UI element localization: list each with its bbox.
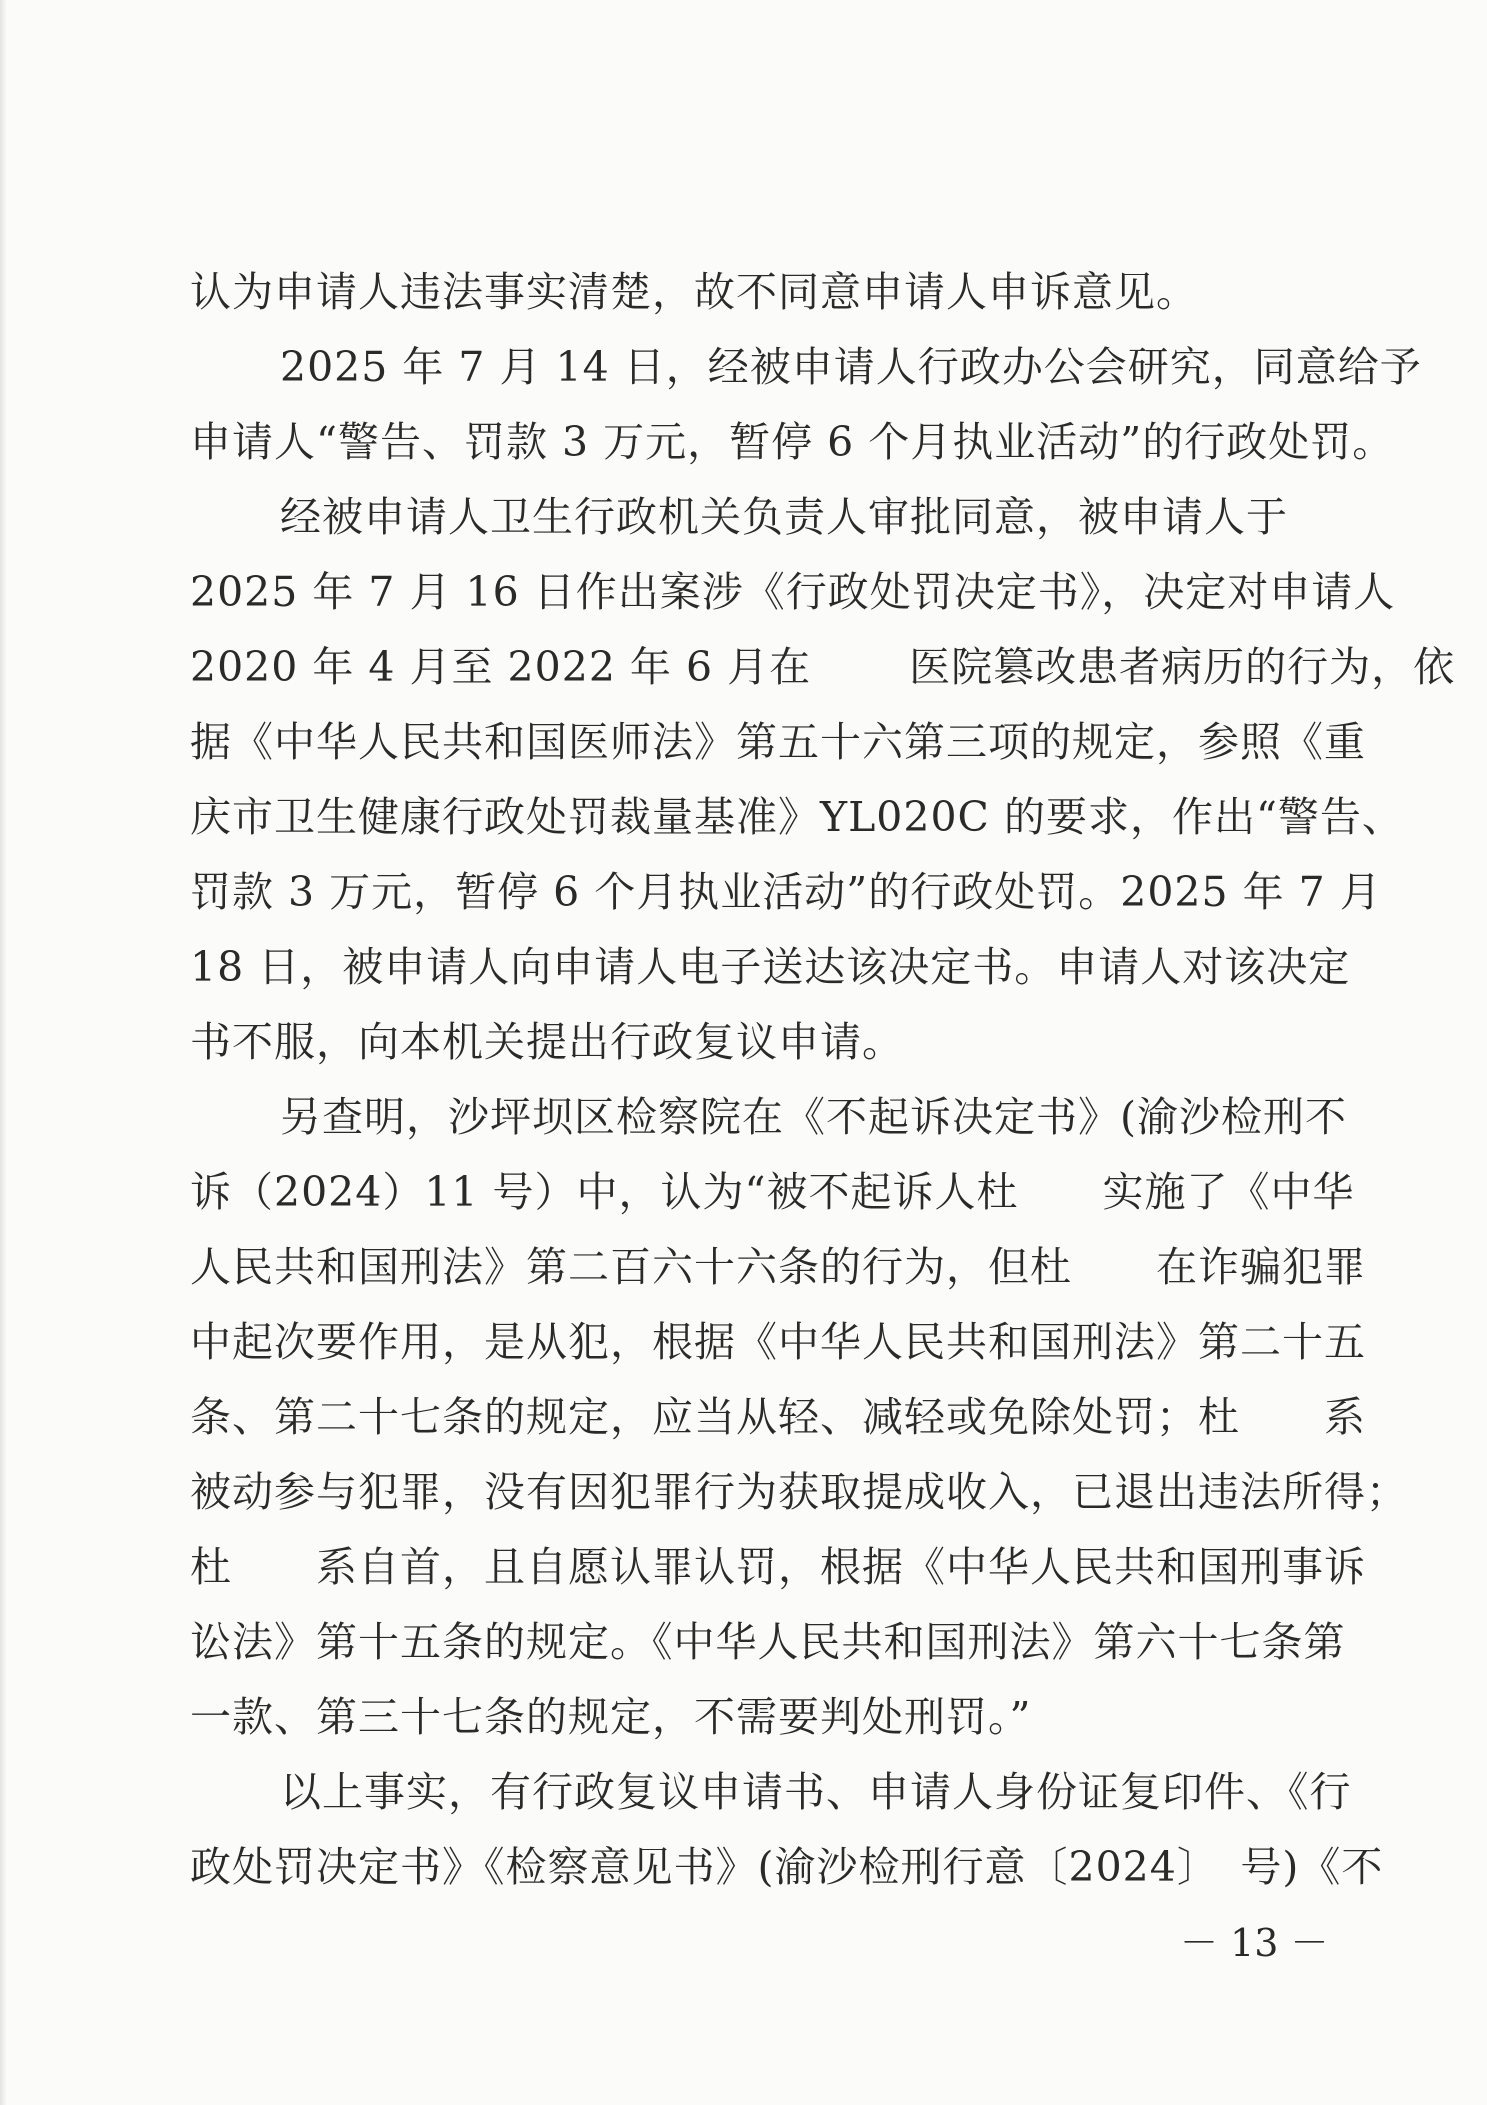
paragraph-line: 被动参与犯罪，没有因犯罪行为获取提成收入，已退出违法所得； <box>190 1468 1408 1516</box>
paragraph-line: 政处罚决定书》《检察意见书》(渝沙检刑行意〔2024〕 号)《不 <box>190 1843 1384 1891</box>
paragraph-line: 诉（2024）11 号）中，认为“被不起诉人杜 实施了《中华 <box>190 1168 1355 1216</box>
paragraph-line: 申请人“警告、罚款 3 万元，暂停 6 个月执业活动”的行政处罚。 <box>190 418 1395 466</box>
paragraph-line: 18 日，被申请人向申请人电子送达该决定书。申请人对该决定 <box>190 943 1351 991</box>
paragraph-line: 2025 年 7 月 16 日作出案涉《行政处罚决定书》，决定对申请人 <box>190 568 1396 616</box>
paragraph-line: 庆市卫生健康行政处罚裁量基准》YL020C 的要求，作出“警告、 <box>190 793 1404 841</box>
paragraph-line: 罚款 3 万元，暂停 6 个月执业活动”的行政处罚。2025 年 7 月 <box>190 868 1382 916</box>
page-number: － 13 － <box>1180 1921 1329 1965</box>
paragraph-line: 人民共和国刑法》第二百六十六条的行为，但杜 在诈骗犯罪 <box>190 1243 1366 1291</box>
paragraph-line: 书不服，向本机关提出行政复议申请。 <box>190 1018 904 1066</box>
paragraph-line: 经被申请人卫生行政机关负责人审批同意，被申请人于 <box>280 493 1288 541</box>
paragraph-line: 杜 系自首，且自愿认罪认罚，根据《中华人民共和国刑事诉 <box>190 1543 1366 1591</box>
paragraph-line: 讼法》第十五条的规定。《中华人民共和国刑法》第六十七条第 <box>190 1618 1346 1666</box>
paragraph-line: 中起次要作用，是从犯，根据《中华人民共和国刑法》第二十五 <box>190 1318 1366 1366</box>
paragraph-line: 条、第二十七条的规定，应当从轻、减轻或免除处罚；杜 系 <box>190 1393 1366 1441</box>
paragraph-line: 据《中华人民共和国医师法》第五十六第三项的规定，参照《重 <box>190 718 1366 766</box>
paragraph-line: 2020 年 4 月至 2022 年 6 月在 医院篡改患者病历的行为，依 <box>190 643 1456 691</box>
paragraph-line: 另查明，沙坪坝区检察院在《不起诉决定书》(渝沙检刑不 <box>280 1093 1347 1141</box>
paragraph-line: 2025 年 7 月 14 日，经被申请人行政办公会研究，同意给予 <box>280 343 1422 391</box>
paragraph-line: 一款、第三十七条的规定，不需要判处刑罚。” <box>190 1693 1032 1741</box>
paragraph-line: 以上事实，有行政复议申请书、申请人身份证复印件、《行 <box>280 1768 1352 1816</box>
paragraph-line: 认为申请人违法事实清楚，故不同意申请人申诉意见。 <box>190 268 1198 316</box>
